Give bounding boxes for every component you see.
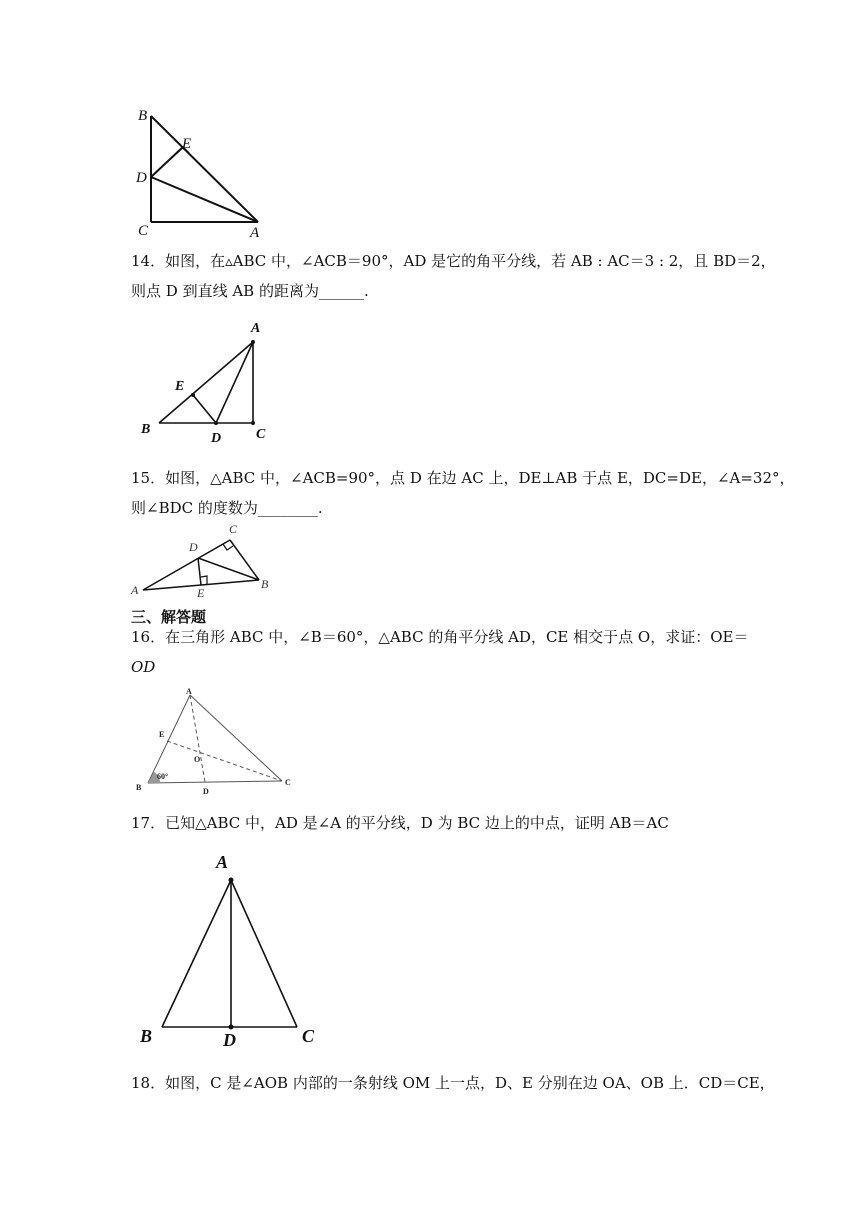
label-d: D <box>189 540 198 554</box>
figure-isosceles-triangle <box>130 848 330 1053</box>
section-heading: 三、解答题 <box>131 608 207 626</box>
question-15-line-2: 则∠BDC 的度数为________. <box>131 499 323 517</box>
label-c: C <box>138 223 149 239</box>
label-c: C <box>302 1026 315 1046</box>
label-d: D <box>203 787 209 796</box>
question-18-line-1: 18．如图，C 是∠AOB 内部的一条射线 OM 上一点，D、E 分别在边 OA、OB 上．CD＝CE， <box>131 1074 775 1092</box>
label-d: D <box>223 1030 236 1050</box>
question-15 <box>131 463 795 523</box>
question-17-line-1: 17．已知△ABC 中，AD 是∠A 的平分线，D 为 BC 边上的中点，证明 AB＝AC <box>131 814 669 832</box>
label-b: B <box>261 577 269 591</box>
figure-triangle-abc-bisector <box>135 318 285 448</box>
label-d: D <box>211 431 222 446</box>
question-14-line-2: 则点 D 到直线 AB 的距离为______. <box>131 282 369 300</box>
question-16-line-2: OD <box>131 658 156 676</box>
label-o: O <box>194 755 201 764</box>
figure-triangle-bedca <box>130 100 270 242</box>
label-e: E <box>175 379 185 394</box>
question-16-line-1: 16．在三角形 ABC 中，∠B＝60°，△ABC 的角平分线 AD，CE 相交于点 O，求证：OE＝ <box>131 628 749 646</box>
figure-triangle-adeb <box>125 518 275 598</box>
label-b: B <box>141 422 151 437</box>
question-18 <box>131 1068 775 1098</box>
label-b: B <box>140 1026 153 1046</box>
label-c: C <box>229 522 238 536</box>
label-c: C <box>256 427 266 442</box>
figure-triangle-angle-bisectors <box>130 686 305 798</box>
label-a: A <box>186 687 192 696</box>
question-15-line-1: 15．如图，△ABC 中，∠ACB=90°，点 D 在边 AC 上，DE⊥AB 于点 E，DC=DE，∠A=32°， <box>131 469 795 487</box>
label-d: D <box>136 170 147 186</box>
label-a: A <box>250 225 260 241</box>
question-17 <box>131 808 741 838</box>
question-16 <box>131 622 749 682</box>
label-e: E <box>159 730 165 739</box>
label-c: C <box>285 778 291 787</box>
label-e: E <box>182 136 192 152</box>
label-b: B <box>138 108 148 124</box>
question-14 <box>131 246 776 306</box>
label-a: A <box>216 852 229 872</box>
label-a: A <box>131 583 139 597</box>
question-14-line-1: 14．如图，在▵ABC 中，∠ACB＝90°，AD 是它的角平分线，若 AB : AC＝3 : 2，且 BD＝2， <box>131 252 776 270</box>
label-angle: 60° <box>157 772 169 781</box>
label-a: A <box>251 321 261 336</box>
label-e: E <box>197 586 205 598</box>
label-b: B <box>136 783 142 792</box>
